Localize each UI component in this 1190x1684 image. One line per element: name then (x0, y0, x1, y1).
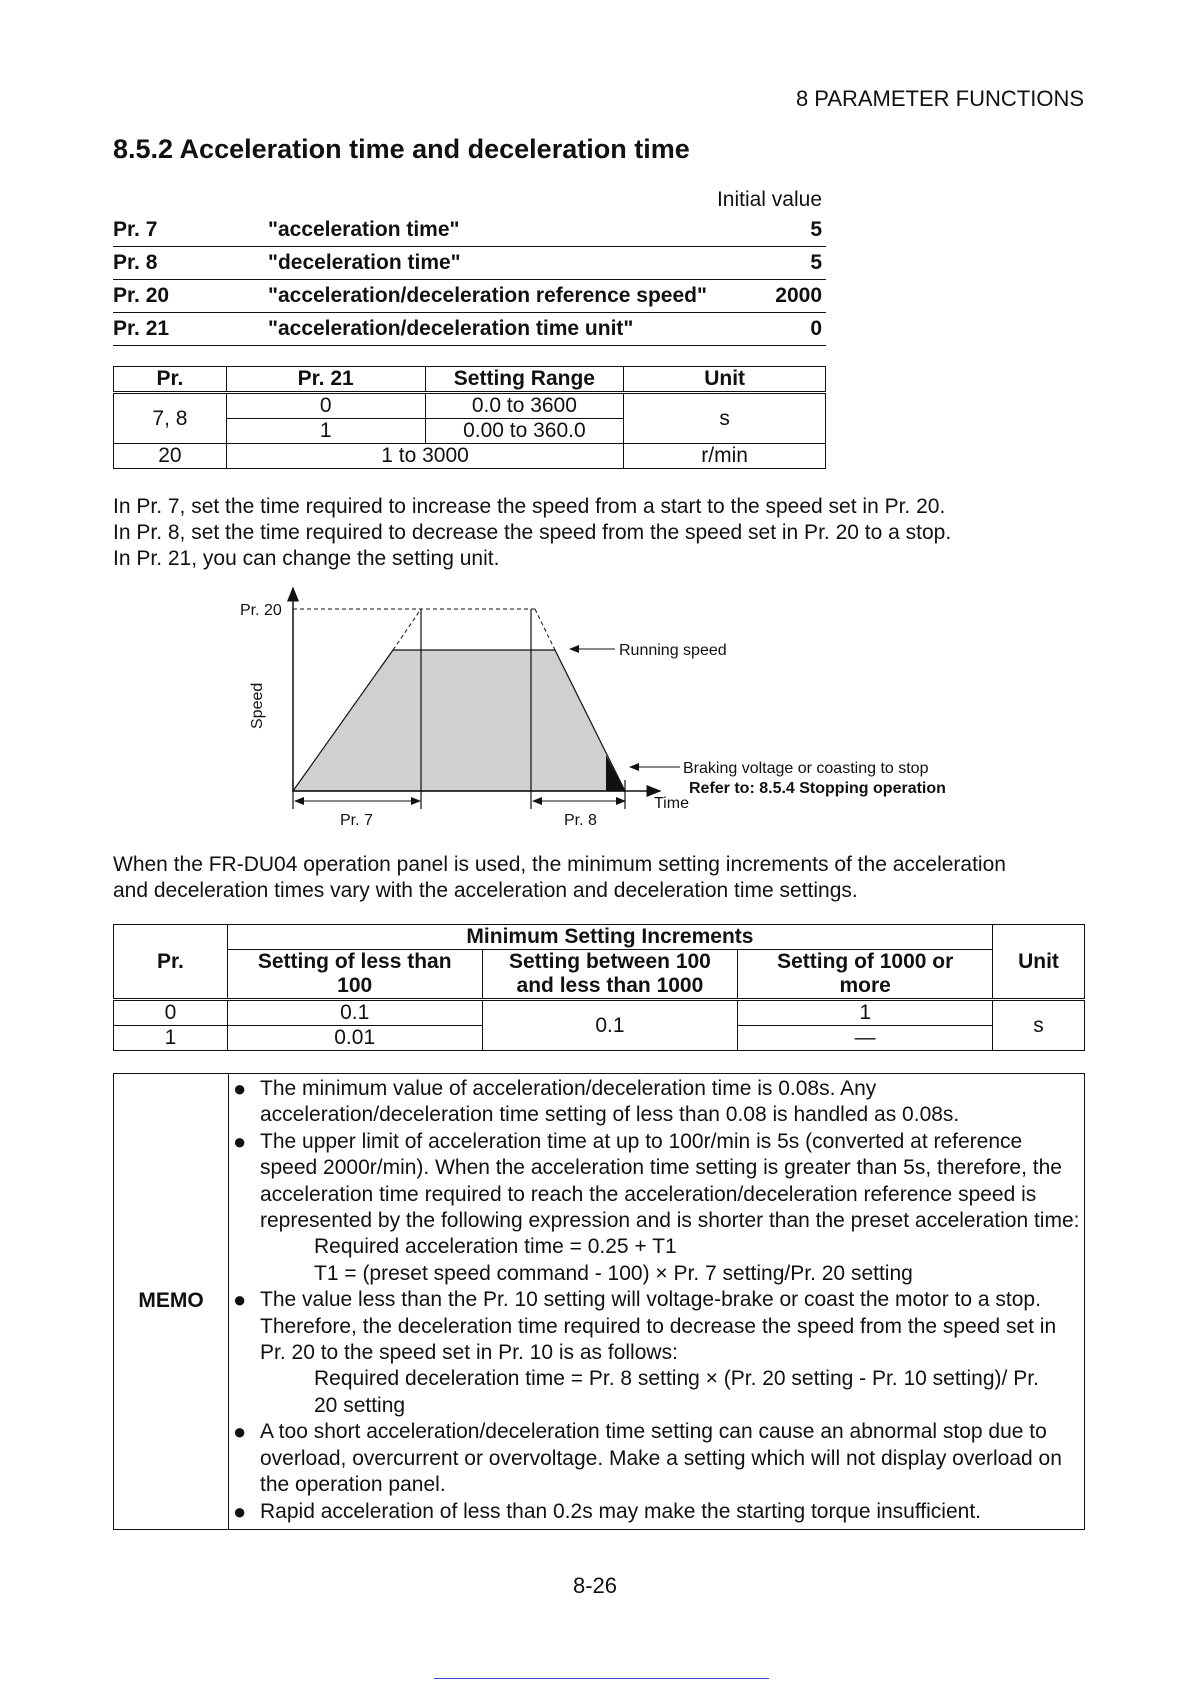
braking-label: Braking voltage or coasting to stop (683, 760, 929, 777)
param-row (113, 313, 826, 346)
col-header-unit: Unit (624, 367, 826, 393)
cell-1000-more: 1 (738, 1000, 993, 1026)
pr7-label: Pr. 7 (340, 812, 373, 829)
param-row (113, 214, 826, 247)
cell-less-100: 0.01 (227, 1026, 482, 1051)
speed-axis-label: Speed (249, 682, 266, 729)
cell-pr21: 0 (226, 393, 425, 419)
page-number: 8-26 (572, 1573, 618, 1598)
cell-pr: 20 (114, 444, 227, 469)
parameter-list (113, 186, 826, 346)
col-header-less-100: Setting of less than 100 (227, 950, 482, 1000)
group-header: Minimum Setting Increments (227, 925, 992, 950)
memo-box (113, 1073, 1085, 1530)
memo-text-block (260, 1287, 1084, 1419)
cell-1000-more: — (738, 1026, 993, 1051)
increment-table (113, 924, 1085, 1051)
intro-line: In Pr. 21, you can change the setting unit. (113, 547, 500, 570)
cell-unit: s (624, 393, 826, 444)
memo-text: The minimum value of acceleration/deceleration time is 0.08s. Any acceleration/deceleration time setting of less than 0.08 is handled as 0.08s. (260, 1077, 960, 1127)
cell-unit: r/min (624, 444, 826, 469)
param-row (113, 280, 826, 313)
initial-value-label: Initial value (716, 188, 822, 211)
param-number: Pr. 7 (113, 218, 158, 241)
time-axis-label: Time (654, 795, 689, 812)
formula: Required acceleration time = 0.25 + T1 (314, 1235, 677, 1259)
refer-label: Refer to: 8.5.4 Stopping operation (689, 780, 946, 797)
bullet-icon: ● (233, 1498, 247, 1524)
param-number: Pr. 20 (113, 284, 170, 307)
col-header-pr21: Pr. 21 (226, 367, 425, 393)
memo-item (233, 1499, 1084, 1525)
memo-item (233, 1287, 1084, 1419)
param-row (113, 247, 826, 280)
memo-text-block (260, 1129, 1084, 1287)
cell-range: 0.00 to 360.0 (425, 419, 624, 444)
page-title: 8.5.2 Acceleration time and deceleration time (113, 134, 690, 164)
cell-pr: 0 (114, 1000, 228, 1026)
memo-item (233, 1419, 1084, 1498)
panel-text (113, 852, 1093, 904)
param-initial-value: 5 (810, 218, 822, 241)
footer-rule (434, 1678, 769, 1679)
formula: Required deceleration time = Pr. 8 setting × (Pr. 20 setting - Pr. 10 setting)/ Pr. 20 setting (314, 1367, 1039, 1417)
col-header-setting-range: Setting Range (425, 367, 624, 393)
cell-pr: 1 (114, 1026, 228, 1051)
pr20-label: Pr. 20 (240, 602, 282, 619)
section-header: 8 PARAMETER FUNCTIONS (795, 86, 1084, 111)
memo-text: The value less than the Pr. 10 setting will voltage-brake or coast the motor to a stop. Therefore, the deceleration time required to decrease the speed from the speed set in Pr. 20 to the speed set in Pr. 10 is as follows: (260, 1288, 1057, 1365)
col-header-unit: Unit (993, 925, 1085, 1000)
bullet-icon: ● (233, 1076, 247, 1101)
speed-time-diagram (220, 585, 980, 835)
cell-range: 1 to 3000 (226, 444, 623, 469)
memo-item (233, 1129, 1084, 1287)
cell-pr: 7, 8 (114, 393, 227, 444)
memo-item (233, 1076, 1084, 1129)
cell-100-1000: 0.1 (482, 1000, 738, 1051)
param-number: Pr. 8 (113, 251, 158, 274)
memo-text: Rapid acceleration of less than 0.2s may make the starting torque insufficient. (260, 1499, 982, 1523)
cell-pr21: 1 (226, 419, 425, 444)
param-name: "acceleration time" (268, 218, 460, 241)
param-initial-value: 2000 (775, 284, 822, 307)
col-header-100-1000: Setting between 100 and less than 1000 (482, 950, 738, 1000)
panel-line: and deceleration times vary with the acceleration and deceleration time settings. (113, 879, 858, 902)
col-header-1000-more: Setting of 1000 or more (738, 950, 993, 1000)
memo-text: A too short acceleration/deceleration time setting can cause an abnormal stop due to overload, overcurrent or overvoltage. Make a setting which will not display overload on the operation panel. (260, 1420, 1062, 1497)
bullet-icon: ● (233, 1287, 247, 1313)
running-speed-label: Running speed (619, 642, 727, 659)
memo-content (229, 1074, 1085, 1530)
intro-line: In Pr. 8, set the time required to decrease the speed from the speed set in Pr. 20 to a stop. (113, 521, 952, 544)
memo-text: The upper limit of acceleration time at up to 100r/min is 5s (converted at reference speed 2000r/min). When the acceleration time setting is greater than 5s, therefore, the acceleration time required to reach the acceleration/deceleration reference speed is represented by the following expression and is shorter than the preset acceleration time: (260, 1129, 1080, 1233)
param-name: "acceleration/deceleration time unit" (268, 317, 634, 340)
cell-range: 0.0 to 3600 (425, 393, 624, 419)
bullet-icon: ● (233, 1419, 247, 1445)
cell-unit: s (993, 1000, 1085, 1051)
param-initial-value: 0 (810, 317, 822, 340)
param-name: "acceleration/deceleration reference speed" (268, 284, 707, 307)
intro-line: In Pr. 7, set the time required to increase the speed from a start to the speed set in Pr. 20. (113, 495, 946, 518)
pr8-label: Pr. 8 (564, 812, 597, 829)
col-header-pr: Pr. (114, 925, 228, 1000)
param-name: "deceleration time" (268, 251, 461, 274)
param-initial-value: 5 (810, 251, 822, 274)
bullet-icon: ● (233, 1128, 247, 1154)
setting-range-table (113, 366, 826, 469)
intro-text (113, 494, 1093, 572)
panel-line: When the FR-DU04 operation panel is used, the minimum setting increments of the acceleration (113, 853, 1006, 876)
param-number: Pr. 21 (113, 317, 170, 340)
memo-label: MEMO (114, 1074, 229, 1530)
speed-profile-area (293, 650, 625, 791)
cell-less-100: 0.1 (227, 1000, 482, 1026)
col-header-pr: Pr. (114, 367, 227, 393)
formula: T1 = (preset speed command - 100) × Pr. 7 setting/Pr. 20 setting (314, 1261, 913, 1285)
